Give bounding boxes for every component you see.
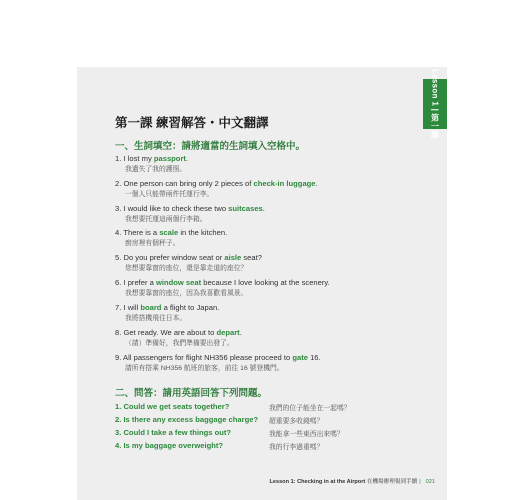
lesson-tab bbox=[423, 69, 447, 139]
page-title: 第一課 練習解答・中文翻譯 bbox=[115, 116, 269, 130]
qa-question: 3. Could I take a few things out? bbox=[115, 428, 232, 437]
page-footer bbox=[269, 477, 435, 485]
qa-question: 2. Is there any excess baggage charge? bbox=[115, 415, 259, 424]
footer-lesson: Lesson 1: Checking in at the Airport bbox=[269, 479, 366, 485]
fill-item: 8. Get ready. We are about to depart. （請）準備好，我們準備要出發了。 bbox=[115, 328, 242, 347]
qa-question: 1. Could we get seats together? bbox=[115, 402, 230, 411]
fill-item: 6. I prefer a window seat because I love looking at the scenery. 我想要靠窗的座位，因為我喜歡看風景。 bbox=[115, 278, 330, 297]
qa-translation: 我能拿一些東西出來嗎？ bbox=[269, 431, 344, 438]
qa-question: 4. Is my baggage overweight? bbox=[115, 441, 224, 450]
qa-translation: 我們的位子能坐在一起嗎？ bbox=[269, 405, 351, 412]
section-1-heading: 一、生詞填空：請將適當的生詞填入空格中。 bbox=[115, 141, 306, 152]
book-page bbox=[77, 67, 447, 500]
qa-translation: 我的行李過重嗎？ bbox=[269, 444, 324, 451]
fill-item: 1. I lost my passport. 我遺失了我的護照。 bbox=[115, 154, 189, 173]
fill-item: 7. I will board a flight to Japan. 我將搭機飛往日本。 bbox=[115, 303, 220, 322]
fill-item: 9. All passengers for flight NH356 please proceed to gate 16. 請所有搭乘 NH356 航班的旅客，前往 16 號登機門。 bbox=[115, 353, 321, 372]
page-number: 021 bbox=[425, 479, 435, 485]
lesson-tab-label: Lesson 1 | 第一課 bbox=[430, 69, 440, 139]
footer-lesson-zh: 在機場辦理報到手續 bbox=[366, 479, 418, 485]
fill-item: 2. One person can bring only 2 pieces of check-in luggage. 一個人只能帶兩件托運行李。 bbox=[115, 179, 318, 198]
section-2-heading: 二、問答：請用英語回答下列問題。 bbox=[115, 388, 268, 399]
qa-translation: 超重要多收錢嗎？ bbox=[269, 418, 324, 425]
fill-item: 3. I would like to check these two suitcases. 我想要托運這兩個行李箱。 bbox=[115, 204, 265, 223]
fill-item: 5. Do you prefer window seat or aisle seat? 您想要靠窗的座位，還是靠走道的座位？ bbox=[115, 253, 262, 272]
footer-divider: | bbox=[419, 479, 421, 485]
fill-item: 4. There is a scale in the kitchen. 廚房裡有個秤子。 bbox=[115, 228, 228, 247]
